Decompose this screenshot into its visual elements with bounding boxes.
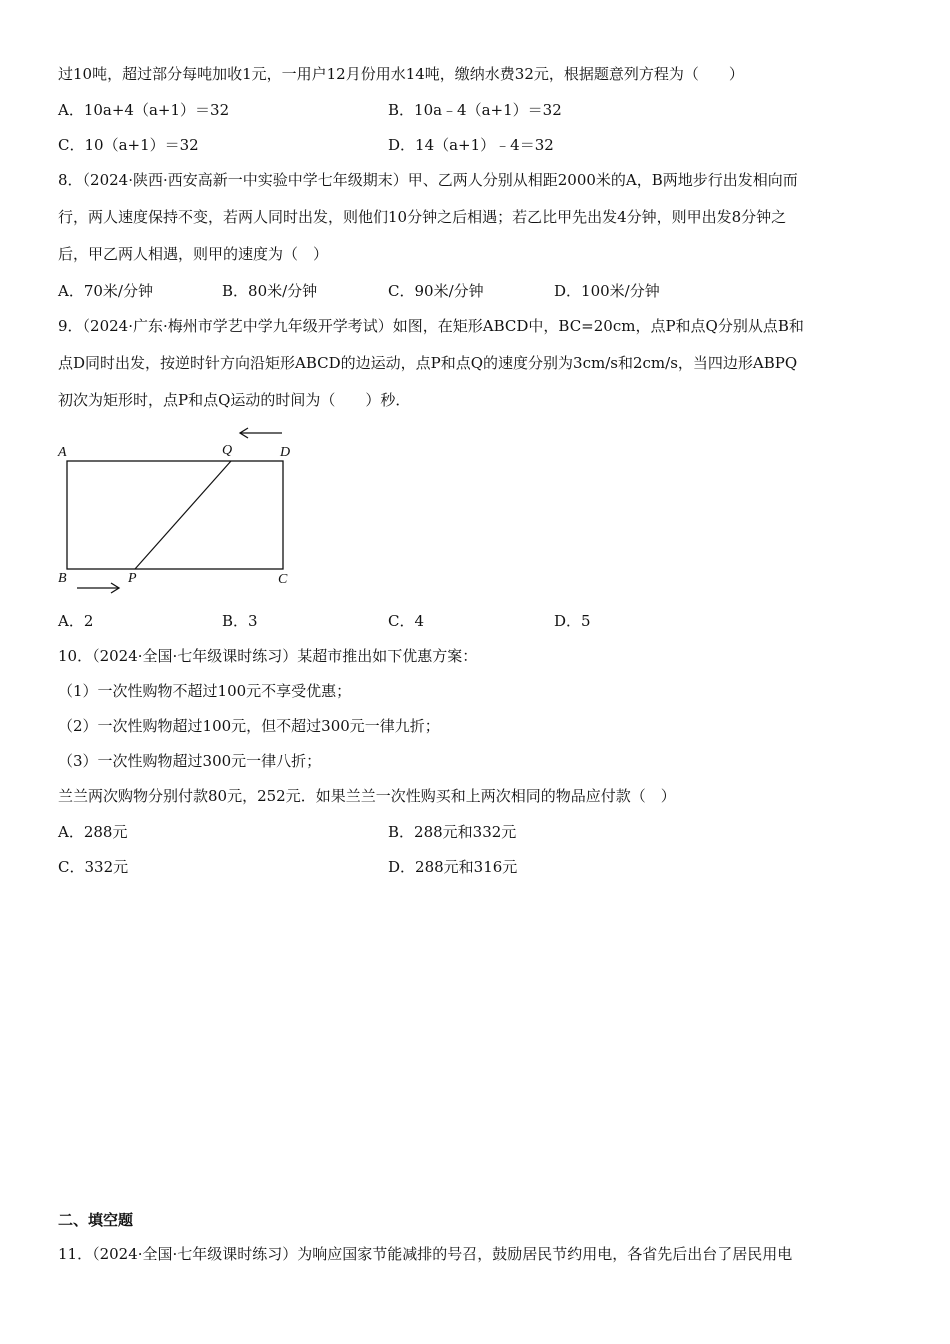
q8-option-a: A．70米/分钟 [58,282,153,300]
arrow-left-icon [240,428,282,438]
q10-rule-3: （3）一次性购物超过300元一律八折； [58,752,322,770]
rectangle-abcd [67,461,283,569]
q8-option-c: C．90米/分钟 [388,282,484,300]
label-b: B [58,571,67,586]
q11-stem-line-1: 11．（2024·全国·七年级课时练习）为响应国家节能减排的号召，鼓励居民节约用电，各省先后出台了居民用电 [58,1245,793,1263]
q10-option-b: B．288元和332元 [388,823,517,841]
q9-stem-line-3: 初次为矩形时，点P和点Q运动的时间为（ ）秒． [58,391,411,409]
q7-option-d: D．14（a+1）﹣4＝32 [388,136,554,154]
segment-pq [135,461,231,569]
q10-option-c: C．332元 [58,858,129,876]
q10-stem-line-2: 兰兰两次购物分别付款80元，252元．如果兰兰一次性购买和上两次相同的物品应付款（ ） [58,787,676,805]
label-c: C [278,572,288,587]
q7-option-a: A．10a+4（a+1）＝32 [58,101,230,119]
q9-stem-line-2: 点D同时出发，按逆时针方向沿矩形ABCD的边运动，点P和点Q的速度分别为3cm/s和2cm/s，当四边形ABPQ [58,354,798,372]
q10-option-d: D．288元和316元 [388,858,518,876]
q8-option-d: D．100米/分钟 [554,282,660,300]
label-q: Q [222,443,233,458]
q7-option-c: C．10（a+1）＝32 [58,136,199,154]
q7-stem-line: 过10吨，超过部分每吨加收1元，一用户12月份用水14吨，缴纳水费32元，根据题意列方程为（ ） [58,65,744,83]
label-a: A [58,445,67,460]
q8-stem-line-1: 8．（2024·陕西·西安高新一中实验中学七年级期末）甲、乙两人分别从相距2000米的A，B两地步行出发相向而 [58,171,798,189]
q9-option-b: B．3 [222,612,258,630]
q10-rule-1: （1）一次性购物不超过100元不享受优惠； [58,682,352,700]
q8-option-b: B．80米/分钟 [222,282,318,300]
q10-stem-line-1: 10．（2024·全国·七年级课时练习）某超市推出如下优惠方案： [58,647,478,665]
q9-option-d: D．5 [554,612,591,630]
rectangle-figure [52,422,302,600]
q10-rule-2: （2）一次性购物超过100元，但不超过300元一律九折； [58,717,440,735]
label-p: P [128,571,137,586]
q7-option-b: B．10a﹣4（a+1）＝32 [388,101,562,119]
q8-stem-line-2: 行，两人速度保持不变，若两人同时出发，则他们10分钟之后相遇；若乙比甲先出发4分钟，则甲出发8分钟之 [58,208,787,226]
label-d: D [280,445,291,460]
q9-option-a: A．2 [58,612,94,630]
section-title: 二、填空题 [58,1211,134,1229]
q10-option-a: A．288元 [58,823,128,841]
arrow-right-icon [77,583,119,593]
q9-stem-line-1: 9．（2024·广东·梅州市学艺中学九年级开学考试）如图，在矩形ABCD中，BC=20cm，点P和点Q分别从点B和 [58,317,804,335]
q8-stem-line-3: 后，甲乙两人相遇，则甲的速度为（ ） [58,245,329,263]
q9-option-c: C．4 [388,612,425,630]
